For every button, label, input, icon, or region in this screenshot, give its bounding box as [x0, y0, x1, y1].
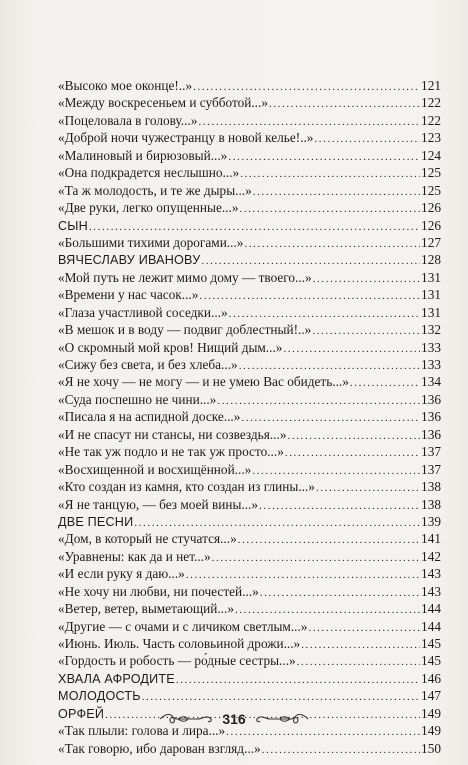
toc-entry-title: «Уравнены: как да и нет...»	[58, 548, 211, 564]
toc-entry-title: «Другие — с очами и с личиком светлым...»	[58, 618, 308, 634]
toc-entry-page: 137	[421, 444, 441, 460]
toc-entry-title: «Кто создан из камня, кто создан из глины...»	[58, 479, 315, 495]
toc-leader-dots	[283, 341, 420, 358]
toc-entry-title: «Не так уж подло и не так уж просто...»	[58, 444, 284, 460]
toc-entry-page: 143	[421, 583, 441, 599]
toc-entry-page: 149	[421, 723, 441, 739]
toc-leader-dots	[239, 201, 420, 218]
toc-entry	[58, 321, 441, 338]
toc-entry	[58, 443, 441, 460]
toc-entry-page: 123	[421, 130, 441, 146]
toc-entry-title: «О скромный мой кров! Нищий дым...»	[58, 339, 283, 355]
toc-entry-page: 144	[421, 618, 441, 634]
toc-leader-dots	[285, 445, 420, 462]
toc-entry	[58, 565, 441, 582]
toc-entry-title: «Времени у нас часок...»	[58, 287, 199, 303]
toc-entry	[58, 112, 441, 129]
toc-entry	[58, 251, 441, 268]
toc-entry-title: «В мешок и в воду — подвиг доблестный!..»	[58, 322, 312, 338]
scroll-ornament-right-icon	[254, 712, 310, 726]
toc-entry-page: 121	[421, 78, 441, 93]
toc-entry-title: «Гордость и робость — ро́дные сестры...»	[58, 653, 296, 669]
toc-entry	[58, 269, 441, 286]
toc-entry	[58, 530, 441, 547]
toc-entry-title: «Ветер, ветер, выметающий...»	[58, 601, 234, 617]
toc-entry	[58, 77, 441, 94]
toc-entry-title: «Дом, в который не стучатся...»	[58, 531, 237, 547]
toc-entry-page: 122	[421, 112, 441, 128]
toc-entry	[58, 635, 441, 652]
toc-entry	[58, 286, 441, 303]
toc-entry-page: 134	[421, 374, 441, 390]
toc-leader-dots	[212, 550, 420, 567]
toc-entry-page: 131	[421, 269, 441, 285]
toc-entry	[58, 356, 441, 373]
toc-entry-title: «Большими тихими дорогами...»	[58, 234, 244, 250]
toc-entry-title: СЫН	[58, 218, 88, 233]
toc-entry-title: «Малиновый и бирюзовый...»	[58, 147, 228, 163]
toc-entry-title: «Мой путь не лежит мимо дому — твоего...»	[58, 269, 312, 285]
toc-leader-dots	[240, 166, 420, 183]
scroll-ornament-left-icon	[158, 712, 214, 726]
toc-leader-dots	[253, 184, 420, 201]
toc-entry-page: 141	[421, 531, 441, 547]
toc-entry-page: 142	[421, 548, 441, 564]
toc-leader-dots	[176, 672, 420, 689]
toc-entry	[58, 182, 441, 199]
toc-entry	[58, 234, 441, 251]
toc-entry	[58, 548, 441, 565]
toc-entry-page: 145	[421, 636, 441, 651]
toc-entry	[58, 740, 441, 757]
toc-entry-page: 126	[421, 217, 441, 233]
toc-leader-dots	[217, 393, 420, 410]
toc-entry	[58, 583, 441, 600]
toc-leader-dots	[287, 428, 420, 445]
toc-entry-title: «Поцеловала в голову...»	[58, 112, 198, 128]
toc-entry-page: 147	[421, 688, 441, 704]
toc-entry-page: 128	[421, 252, 441, 268]
toc-entry-title: «Между воскресеньем и субботой...»	[58, 95, 268, 111]
toc-leader-dots	[259, 498, 420, 515]
toc-entry-title: «Две руки, легко опущенные...»	[58, 200, 239, 216]
toc-entry	[58, 147, 441, 164]
toc-leader-dots	[313, 271, 420, 288]
toc-entry	[58, 426, 441, 443]
toc-entry-title: «Глаза участливой соседки...»	[58, 304, 228, 320]
toc-entry	[58, 652, 441, 669]
toc-entry	[58, 391, 441, 408]
toc-entry-page: 146	[421, 670, 441, 686]
toc-entry-page: 122	[421, 95, 441, 111]
toc-entry-title: «Не хочу ни любви, ни почестей...»	[58, 583, 259, 599]
toc-entry-page: 125	[421, 165, 441, 181]
toc-entry	[58, 339, 441, 356]
toc-entry-page: 137	[421, 461, 441, 477]
toc-entry-title: ДВЕ ПЕСНИ	[58, 514, 134, 529]
toc-leader-dots	[314, 131, 420, 148]
toc-leader-dots	[269, 96, 420, 113]
toc-entry	[58, 129, 441, 146]
toc-entry-page: 131	[421, 287, 441, 303]
toc-entry-page: 131	[421, 304, 441, 320]
toc-leader-dots	[142, 689, 420, 706]
toc-entry	[58, 461, 441, 478]
toc-entry-page: 139	[421, 513, 441, 529]
toc-entry	[58, 94, 441, 111]
toc-entry-title: «Она подкрадется неслышно...»	[58, 165, 240, 181]
table-of-contents	[58, 77, 441, 757]
toc-entry-page: 126	[421, 200, 441, 216]
toc-entry-title: «Так говорю, ибо дарован взгляд...»	[58, 740, 261, 756]
toc-leader-dots	[228, 149, 420, 166]
toc-entry-page: 138	[421, 479, 441, 495]
toc-leader-dots	[297, 654, 420, 671]
toc-entry	[58, 496, 441, 513]
toc-entry-page: 144	[421, 601, 441, 617]
toc-entry-title: «Суда поспешно не чини...»	[58, 391, 217, 407]
toc-entry-title: «Восхищенной и восхищённой...»	[58, 461, 252, 477]
toc-entry	[58, 408, 441, 425]
toc-entry	[58, 217, 441, 234]
toc-entry-page: 150	[421, 740, 441, 756]
toc-entry-title: «Писала я на аспидной доске...»	[58, 409, 241, 425]
page-footer	[0, 711, 468, 727]
toc-entry-page: 124	[421, 147, 441, 163]
toc-entry	[58, 687, 441, 704]
toc-entry-page: 143	[421, 566, 441, 582]
page-number: 316	[222, 711, 246, 727]
toc-entry-page: 138	[421, 496, 441, 512]
toc-entry-title: «И если руку я даю...»	[58, 566, 185, 582]
toc-leader-dots	[199, 288, 420, 305]
toc-entry	[58, 600, 441, 617]
toc-entry-page: 133	[421, 357, 441, 372]
toc-leader-dots	[308, 620, 420, 637]
toc-entry-title: ВЯЧЕСЛАВУ ИВАНОВУ	[58, 253, 201, 268]
toc-entry-title: «Та ж молодость, и те же дыры...»	[58, 182, 252, 198]
toc-entry	[58, 304, 441, 321]
toc-entry	[58, 373, 441, 390]
toc-entry-page: 145	[421, 653, 441, 669]
toc-entry-page: 136	[421, 426, 441, 442]
toc-entry-title: «Сижу без света, и без хлеба...»	[58, 357, 238, 372]
toc-leader-dots	[316, 480, 420, 497]
toc-entry-title: «Июнь. Июль. Часть соловьиной дрожи...»	[58, 636, 301, 651]
toc-entry	[58, 478, 441, 495]
toc-entry-page: 149	[421, 705, 441, 721]
toc-entry-page: 133	[421, 339, 441, 355]
toc-leader-dots	[244, 236, 420, 253]
toc-leader-dots	[350, 375, 420, 392]
toc-entry-page: 136	[421, 409, 441, 425]
toc-entry-title: «Доброй ночи чужестранцу в новой келье!..»	[58, 130, 314, 146]
toc-entry-title: МОЛОДОСТЬ	[58, 689, 141, 704]
toc-entry-title: ХВАЛА АФРОДИТЕ	[58, 671, 175, 686]
toc-entry-title: «Высоко мое оконце!..»	[58, 78, 193, 93]
toc-leader-dots	[262, 742, 420, 759]
toc-entry	[58, 513, 441, 530]
toc-entry-page: 136	[421, 391, 441, 407]
toc-entry	[58, 618, 441, 635]
toc-entry-title: «Так плыли: голова и лира...»	[58, 723, 226, 739]
toc-entry	[58, 199, 441, 216]
toc-leader-dots	[238, 532, 420, 549]
toc-entry-page: 132	[421, 322, 441, 338]
toc-entry-title: «Я не хочу — не могу — и не умею Вас обидеть...»	[58, 374, 349, 390]
toc-leader-dots	[301, 637, 420, 654]
toc-entry	[58, 670, 441, 687]
toc-entry	[58, 164, 441, 181]
toc-leader-dots	[312, 323, 420, 340]
toc-entry-title: ОРФЕЙ	[58, 706, 105, 721]
toc-leader-dots	[260, 585, 420, 602]
toc-entry-page: 127	[421, 234, 441, 250]
toc-entry-page: 125	[421, 182, 441, 198]
toc-entry-title: «Я не танцую, — без моей вины...»	[58, 496, 259, 512]
toc-entry-title: «И не спасут ни стансы, ни созвездья...»	[58, 426, 287, 442]
